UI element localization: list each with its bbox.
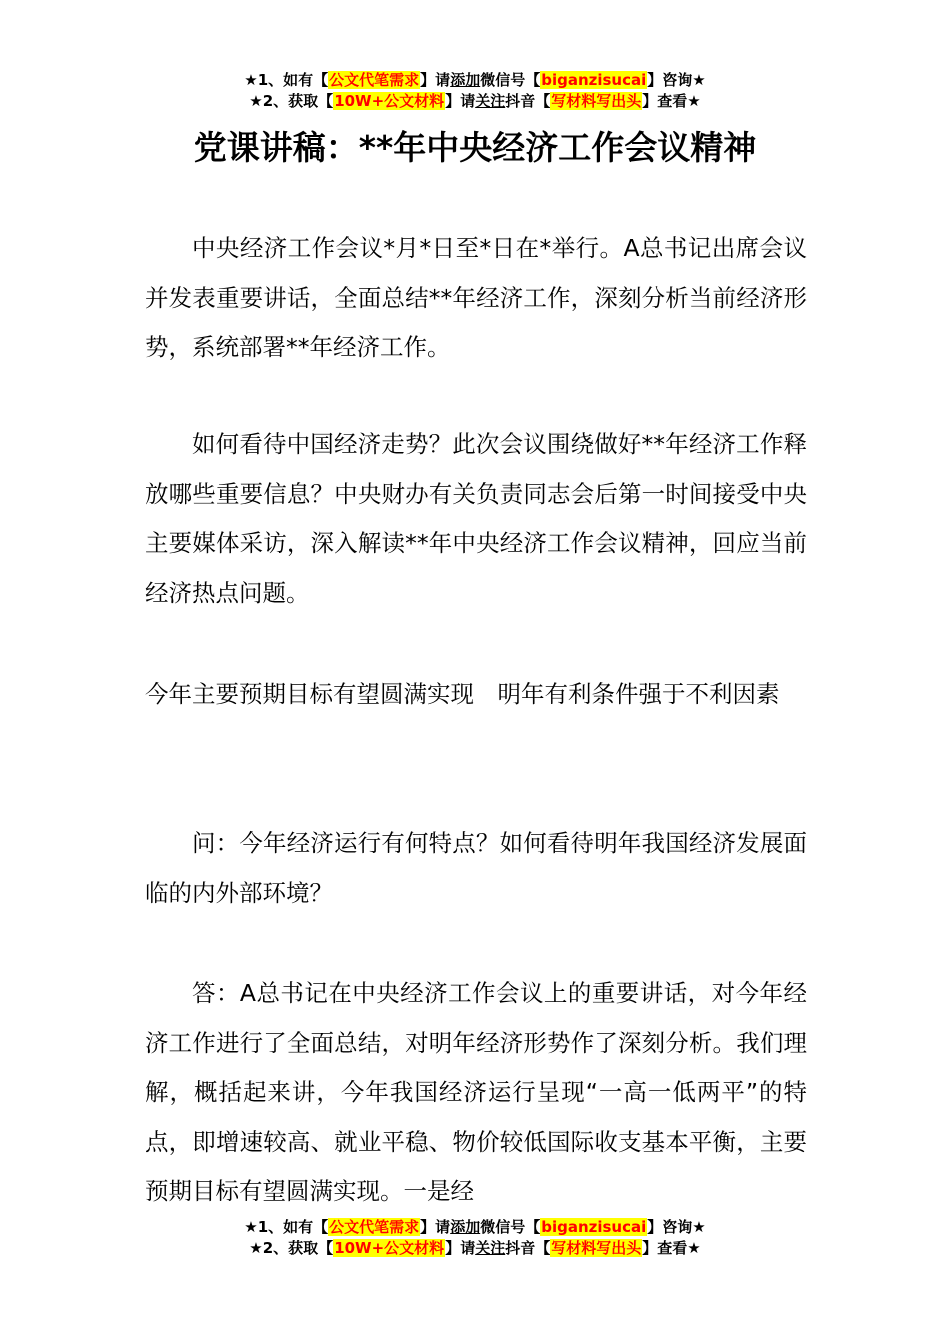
body-paragraph-2: 如何看待中国经济走势？此次会议围绕做好**年经济工作释放哪些重要信息？中央财办有关负责同志会后第一时间接受中央主要媒体采访，深入解读**年中央经济工作会议精神，回应当前经济热点问题。 [145, 430, 807, 607]
materials-highlight: 10W+公文材料 [334, 92, 445, 110]
question-paragraph: 问：今年经济运行有何特点？如何看待明年我国经济发展面临的内外部环境？ [145, 829, 807, 907]
banner-line-1: ★1、如有【公文代笔需求】请添加微信号【biganzisucai】咨询★ [244, 1218, 706, 1236]
materials-highlight: 10W+公文材料 [334, 1239, 445, 1257]
header-banner [0, 70, 950, 112]
wechat-id: biganzisucai [541, 71, 647, 89]
wechat-id: biganzisucai [541, 1218, 647, 1236]
footer-banner [0, 1217, 950, 1259]
banner-line-1: ★1、如有【公文代笔需求】请添加微信号【biganzisucai】咨询★ [244, 71, 706, 89]
section-heading: 今年主要预期目标有望圆满实现 明年有利条件强于不利因素 [145, 680, 780, 708]
douyin-account: 写材料写出头 [551, 1239, 642, 1257]
document-title: 党课讲稿：**年中央经济工作会议精神 [193, 128, 757, 167]
douyin-account: 写材料写出头 [551, 92, 642, 110]
service-highlight: 公文代笔需求 [329, 71, 420, 89]
banner-line-2: ★2、获取【10W+公文材料】请关注抖音【写材料写出头】查看★ [249, 92, 701, 110]
banner-line-2: ★2、获取【10W+公文材料】请关注抖音【写材料写出头】查看★ [249, 1239, 701, 1257]
answer-paragraph: 答：A总书记在中央经济工作会议上的重要讲话，对今年经济工作进行了全面总结，对明年经济形势作了深刻分析。我们理解，概括起来讲，今年我国经济运行呈现“一高一低两平”的特点，即增速较高、就业平稳、物价较低国际收支基本平衡，主要预期目标有望圆满实现。一是经 [145, 979, 807, 1205]
body-paragraph-1: 中央经济工作会议*月*日至*日在*举行。A总书记出席会议并发表重要讲话，全面总结**年经济工作，深刻分析当前经济形势，系统部署**年经济工作。 [145, 234, 807, 361]
service-highlight: 公文代笔需求 [329, 1218, 420, 1236]
